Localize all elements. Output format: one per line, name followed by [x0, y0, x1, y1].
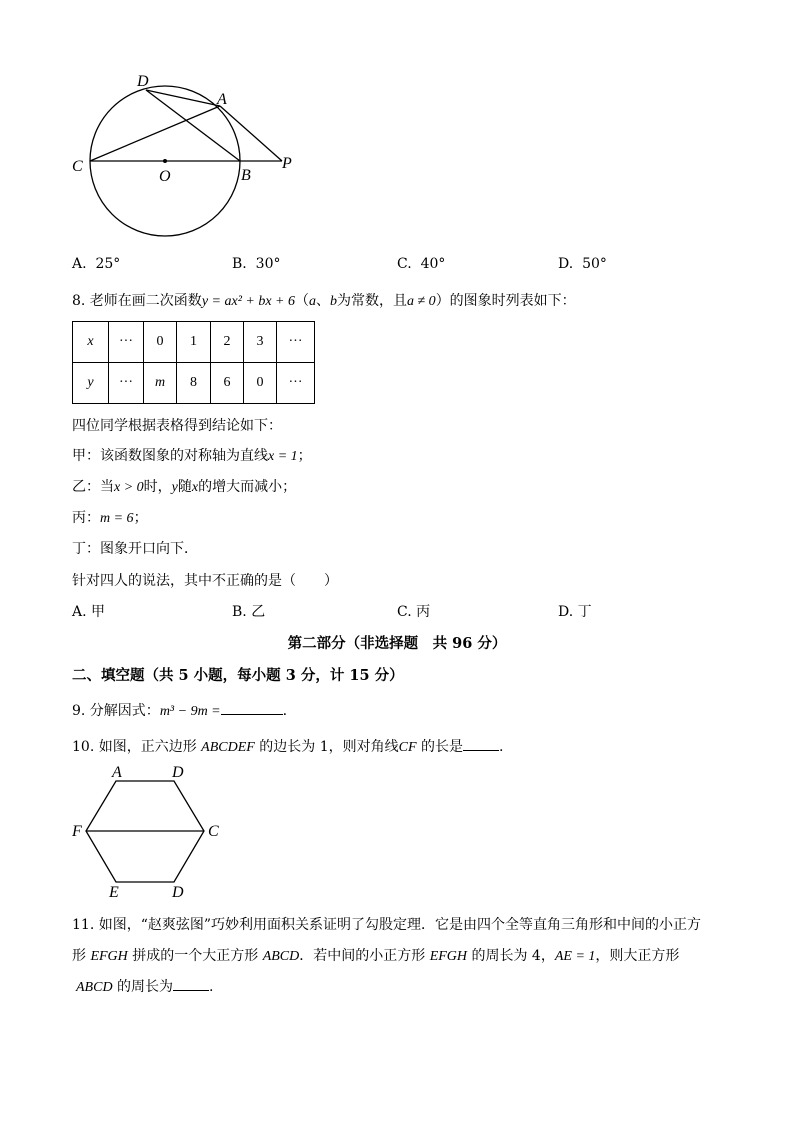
center-point: [163, 159, 167, 163]
q8-statement-3: [72, 507, 148, 527]
option-text: 甲: [91, 604, 106, 620]
part2-title: 第二部分（非选择题 共 96 分）: [287, 635, 507, 652]
q10-suffix: 的长是: [420, 739, 463, 755]
label-c: C: [208, 823, 219, 840]
label-a: A: [112, 764, 122, 781]
q11-line-3: [76, 976, 213, 996]
table-cell: x: [73, 322, 109, 363]
q8-var-a: a: [309, 294, 316, 309]
label-f: F: [72, 823, 82, 840]
q8-option-a: [72, 601, 105, 621]
hexagon-figure: [68, 762, 228, 902]
table-cell: ···: [277, 322, 315, 363]
option-text: 25°: [95, 256, 121, 272]
table-cell: 2: [211, 322, 244, 363]
option-text: 丙: [416, 604, 431, 620]
table-cell: ···: [109, 363, 144, 404]
statement-end: ；: [133, 510, 148, 526]
q11-abcd: ABCD: [262, 949, 300, 964]
q8-intro: 四位同学根据表格得到结论如下：: [72, 418, 282, 434]
option-letter: D.: [558, 604, 574, 620]
option-letter: C.: [397, 604, 412, 620]
q8-stem: [72, 290, 576, 310]
q8-middle: 为常数，且: [337, 293, 407, 309]
q10-mid: 的边长为 1，则对角线: [259, 739, 399, 755]
q8-prefix: 8. 老师在画二次函数: [72, 293, 202, 309]
table-cell: 0: [144, 322, 177, 363]
statement-end: 的增大而减小；: [198, 479, 297, 495]
q9: [72, 700, 287, 720]
q11-line-1: 11. 如图，“赵爽弦图”巧妙利用面积关系证明了勾股定理．它是由四个全等直角三角形和中间的小正方: [72, 917, 702, 933]
q8-question: 针对四人的说法，其中不正确的是（ ）: [72, 573, 338, 589]
q8-var-b: b: [330, 294, 337, 309]
q7-option-a: [72, 256, 120, 272]
q7-option-d: [558, 256, 607, 272]
label-d-bottom: D: [172, 884, 184, 901]
q11-text: 的周长为: [117, 979, 174, 995]
q11-abcd: ABCD: [76, 980, 113, 995]
q11-efgh: EFGH: [429, 949, 468, 964]
statement-var-x: x: [191, 480, 199, 495]
q8-sep: 、: [316, 293, 330, 309]
label-c: C: [72, 158, 83, 175]
table-cell: y: [73, 363, 109, 404]
statement-end: ；: [297, 448, 312, 464]
option-letter: D.: [558, 256, 574, 272]
option-text: 50°: [582, 256, 607, 272]
table-row-y: [73, 363, 315, 404]
option-text: 丁: [577, 604, 592, 620]
q10: [72, 736, 503, 756]
statement-math: x = 1: [268, 449, 298, 464]
q8-statement-1: [72, 445, 312, 465]
statement-text: 随: [177, 479, 192, 495]
q10-answer-blank[interactable]: [463, 736, 499, 751]
label-b: B: [241, 167, 251, 184]
q10-shape: ABCDEF: [201, 740, 255, 755]
table-row-x: [73, 322, 315, 363]
q10-segment: CF: [398, 740, 417, 755]
q9-answer-blank[interactable]: [221, 700, 283, 715]
option-letter: B.: [232, 604, 247, 620]
value-table: [72, 321, 315, 404]
q8-option-c: [397, 601, 430, 621]
table-cell: ···: [277, 363, 315, 404]
q10-prefix: 10. 如图，正六边形: [72, 739, 197, 755]
option-letter: A.: [72, 256, 87, 272]
q8-option-b: [232, 601, 265, 621]
option-letter: B.: [232, 256, 247, 272]
q11-text: ，则大正方形: [595, 948, 680, 964]
q8-statement-4: 丁：图象开口向下．: [72, 541, 198, 557]
q9-prefix: 9. 分解因式：: [72, 703, 160, 719]
statement-text: 甲：该函数图象的对称轴为直线: [72, 448, 268, 464]
q7-option-b: [232, 256, 280, 272]
table-cell: ···: [109, 322, 144, 363]
q11-text: 拼成的一个大正方形: [132, 948, 259, 964]
option-letter: C.: [397, 256, 412, 272]
q11-end: .: [209, 979, 214, 995]
segment-ca: [90, 106, 220, 161]
circle-figure: [60, 60, 320, 250]
statement-math: x > 0: [114, 480, 144, 495]
q8-suffix: ）的图象时列表如下：: [435, 293, 576, 309]
q8-option-d: [558, 601, 592, 621]
statement-text: 丙：: [72, 510, 100, 526]
table-cell: 3: [244, 322, 277, 363]
table-cell: 8: [177, 363, 211, 404]
q11-answer-blank[interactable]: [173, 976, 209, 991]
option-text: 30°: [255, 256, 281, 272]
label-p: P: [282, 155, 292, 172]
table-cell: 0: [244, 363, 277, 404]
q8-statement-2: [72, 476, 296, 496]
q7-option-c: [397, 256, 445, 272]
label-d-top: D: [172, 764, 184, 781]
option-text: 乙: [251, 604, 266, 620]
q10-end: .: [498, 739, 504, 755]
table-cell: 6: [211, 363, 244, 404]
statement-math: m = 6: [100, 511, 134, 526]
q11-text: ．若中间的小正方形: [299, 948, 426, 964]
q9-expression: m³ − 9m =: [159, 704, 221, 719]
q11-ae: AE = 1: [554, 949, 596, 964]
label-a: A: [217, 91, 227, 108]
table-cell: 1: [177, 322, 211, 363]
q8-paren: （: [295, 293, 309, 309]
statement-var-y: y: [171, 480, 178, 495]
statement-text: 乙：当: [72, 479, 114, 495]
option-text: 40°: [420, 256, 446, 272]
statement-text: 时，: [143, 479, 172, 495]
label-d: D: [137, 73, 149, 90]
label-o: O: [159, 168, 171, 185]
section2-title: 二、填空题（共 5 小题，每小题 3 分，计 15 分）: [72, 667, 404, 684]
q9-end: .: [282, 703, 288, 719]
q11-efgh: EFGH: [90, 949, 128, 964]
table-cell: m: [144, 363, 177, 404]
q11-text: 的周长为 4，: [471, 948, 555, 964]
q11-line-2: [72, 945, 679, 965]
q8-condition: a ≠ 0: [407, 294, 436, 309]
option-letter: A.: [72, 604, 87, 620]
q11-text: 形: [72, 948, 86, 964]
label-e: E: [109, 884, 119, 901]
q8-formula: y = ax² + bx + 6: [201, 294, 295, 309]
